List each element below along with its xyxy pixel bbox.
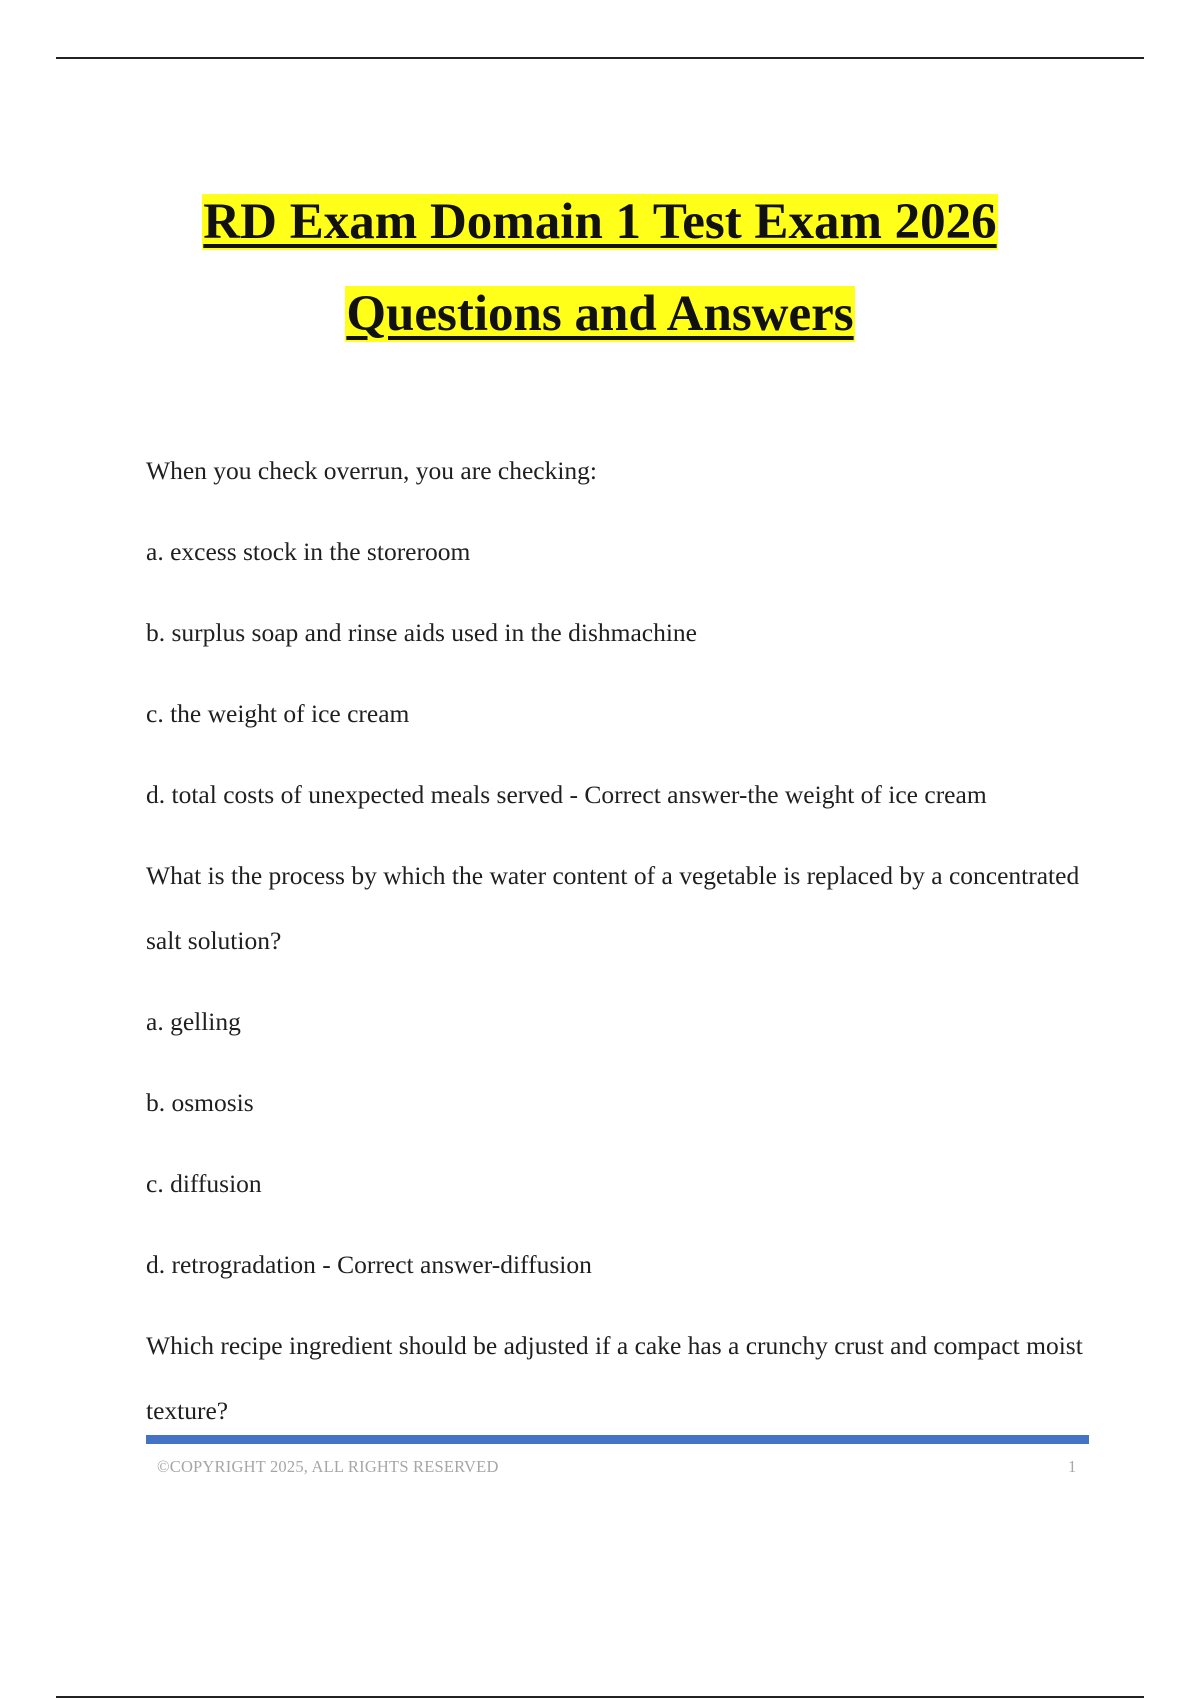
title-line-2-text: Questions and Answers [346, 286, 854, 342]
top-page-rule [56, 57, 1144, 59]
footer-divider-bar [146, 1435, 1089, 1444]
question-1-option-d: d. total costs of unexpected meals served - Correct answer-the weight of ice cream [146, 780, 987, 809]
question-3-prompt: Which recipe ingredient should be adjusted if a cake has a crunchy crust and compact moist texture? [146, 1331, 1083, 1425]
bottom-page-rule [56, 1696, 1144, 1698]
question-1-prompt: When you check overrun, you are checking: [146, 456, 598, 485]
question-2-option-a: a. gelling [146, 1007, 241, 1036]
question-2-prompt: What is the process by which the water content of a vegetable is replaced by a concentrated salt solution? [146, 861, 1080, 955]
title-line-1-text: RD Exam Domain 1 Test Exam 2026 [203, 194, 997, 250]
footer-page-number: 1 [1068, 1457, 1077, 1476]
question-1-option-b: b. surplus soap and rinse aids used in the dishmachine [146, 618, 697, 647]
question-1-option-c: c. the weight of ice cream [146, 699, 410, 728]
title-line-2 [0, 268, 1200, 360]
question-2-option-d: d. retrogradation - Correct answer-diffusion [146, 1250, 592, 1279]
title-line-1 [0, 176, 1200, 268]
document-title [0, 176, 1200, 360]
question-2-option-b: b. osmosis [146, 1088, 254, 1117]
footer-copyright: ©COPYRIGHT 2025, ALL RIGHTS RESERVED [157, 1457, 499, 1476]
questions-content [146, 438, 1106, 1459]
question-2-option-c: c. diffusion [146, 1169, 262, 1198]
question-1-option-a: a. excess stock in the storeroom [146, 537, 471, 566]
